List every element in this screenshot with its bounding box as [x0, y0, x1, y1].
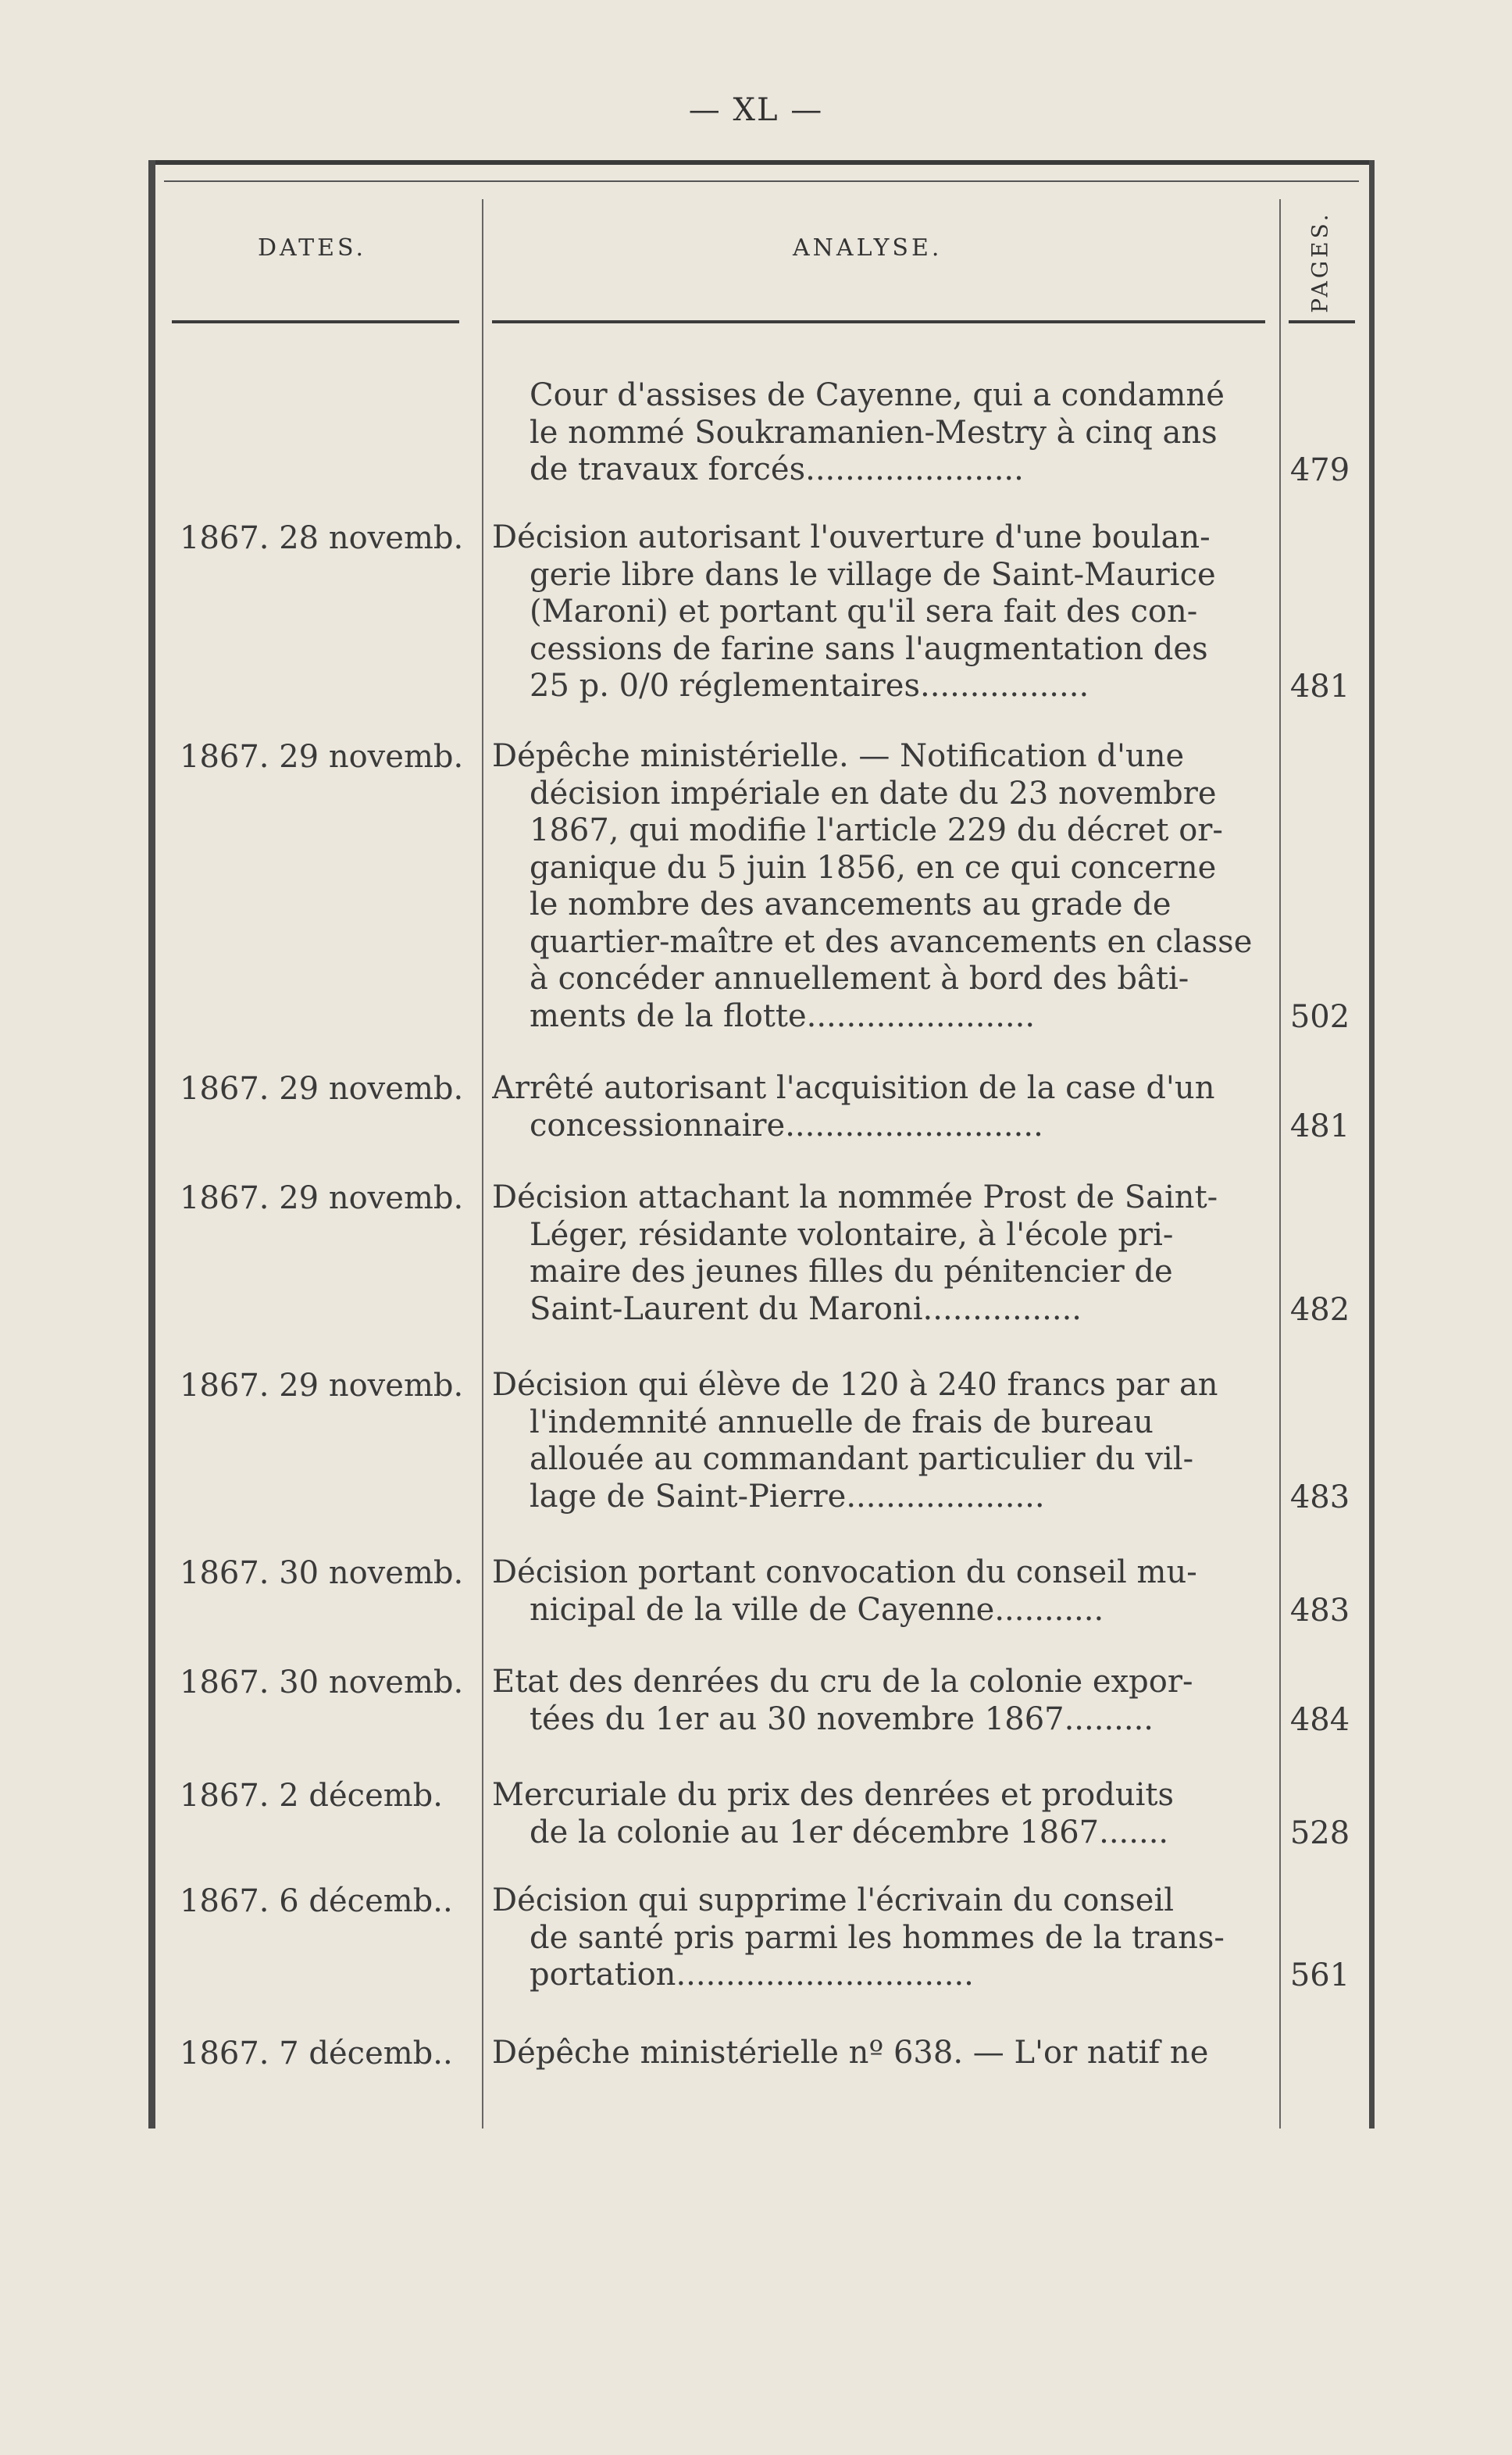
entry-page-number: 481	[1289, 1108, 1350, 1144]
analysis-line: Saint-Laurent du Maroni................	[530, 1290, 1082, 1327]
entry-analysis	[492, 1070, 1273, 1144]
analysis-line: cessions de farine sans l'augmentation des	[530, 630, 1208, 667]
entry-page-number: 481	[1289, 669, 1350, 705]
entry-page-number: 483	[1289, 1479, 1350, 1515]
analysis-line: Mercuriale du prix des denrées et produits	[492, 1777, 1175, 1813]
entry-page-number: 484	[1289, 1701, 1350, 1738]
left-border	[148, 160, 155, 2128]
entry-date: 1867. 28 novemb.	[180, 520, 464, 556]
analysis-line: Dépêche ministérielle nº 638. — L'or natif ne	[492, 2035, 1209, 2071]
analysis-line: concessionnaire..........................	[530, 1107, 1043, 1144]
header-rule-analyse	[492, 320, 1265, 323]
analysis-line: Décision qui supprime l'écrivain du conseil	[492, 1882, 1175, 1918]
analysis-line: allouée au commandant particulier du vil-	[530, 1441, 1194, 1477]
analysis-line: Décision attachant la nommée Prost de Saint-	[492, 1179, 1218, 1215]
analysis-line: gerie libre dans le village de Saint-Maurice	[530, 556, 1216, 593]
entry-analysis	[492, 377, 1273, 489]
entry-date: 1867. 29 novemb.	[180, 1368, 464, 1404]
entry-analysis	[492, 1179, 1273, 1328]
analysis-line: Etat des denrées du cru de la colonie expor-	[492, 1664, 1193, 1700]
analysis-line: quartier-maître et des avancements en classe	[530, 923, 1253, 960]
entry-date: 1867. 29 novemb.	[180, 1071, 464, 1107]
entry-page-number: 482	[1289, 1291, 1350, 1328]
entry-analysis	[492, 2035, 1273, 2072]
analysis-line: le nommé Soukramanien-Mestry à cinq ans	[530, 414, 1218, 451]
analysis-line: 25 p. 0/0 réglementaires.................	[530, 668, 1089, 704]
entry-analysis	[492, 519, 1273, 705]
page-number: — XL —	[688, 92, 824, 128]
dates-header: DATES.	[258, 234, 367, 262]
analysis-line: de travaux forcés......................	[530, 451, 1024, 487]
entry-date: 1867. 6 décemb..	[180, 1883, 453, 1919]
entry-page-number: 561	[1289, 1957, 1350, 1993]
entry-page-number: 528	[1289, 1814, 1350, 1851]
analysis-line: le nombre des avancements au grade de	[530, 887, 1171, 922]
entry-date: 1867. 30 novemb.	[180, 1555, 464, 1591]
top-rule	[148, 160, 1375, 165]
analysis-line: Cour d'assises de Cayenne, qui a condamné	[530, 377, 1225, 413]
entry-analysis	[492, 1367, 1273, 1515]
analysis-line: maire des jeunes filles du pénitencier de	[530, 1254, 1173, 1290]
analysis-line: 1867, qui modifie l'article 229 du décret or-	[530, 812, 1223, 848]
right-border	[1369, 160, 1375, 2128]
entry-date: 1867. 7 décemb..	[180, 2036, 453, 2071]
analysis-line: Décision qui élève de 120 à 240 francs par an	[492, 1367, 1218, 1403]
analysis-line: de la colonie au 1er décembre 1867.......	[530, 1814, 1169, 1850]
entry-analysis	[492, 738, 1273, 1035]
analysis-line: l'indemnité annuelle de frais de bureau	[530, 1404, 1154, 1440]
entry-page-number: 502	[1289, 998, 1350, 1035]
header-rule-pages	[1289, 320, 1355, 323]
entry-date: 1867. 29 novemb.	[180, 739, 464, 775]
analysis-line: Arrêté autorisant l'acquisition de la case d'un	[492, 1070, 1215, 1106]
entry-date: 1867. 29 novemb.	[180, 1180, 464, 1216]
entry-date: 1867. 2 décemb.	[180, 1778, 443, 1814]
analysis-line: Décision autorisant l'ouverture d'une boulan-	[492, 519, 1211, 555]
analysis-line: (Maroni) et portant qu'il sera fait des con-	[530, 594, 1198, 630]
top-rule-thin	[164, 180, 1359, 182]
entry-analysis	[492, 1664, 1273, 1738]
analysis-line: nicipal de la ville de Cayenne...........	[530, 1591, 1104, 1628]
analysis-line: décision impériale en date du 23 novembre	[530, 775, 1217, 812]
header-rule-dates	[172, 320, 459, 323]
pages-header: PAGES.	[1307, 210, 1333, 313]
entry-analysis	[492, 1554, 1273, 1629]
table-frame	[148, 160, 1375, 2128]
analyse-header: ANALYSE.	[793, 234, 943, 262]
column-divider-pages	[1279, 199, 1281, 2128]
analysis-line: Léger, résidante volontaire, à l'école pri-	[530, 1216, 1174, 1253]
analysis-line: tées du 1er au 30 novembre 1867.........	[530, 1700, 1154, 1737]
analysis-line: portation..............................	[530, 1957, 974, 1993]
column-divider-dates	[482, 199, 483, 2128]
analysis-line: Décision portant convocation du conseil mu-	[492, 1554, 1197, 1590]
analysis-line: lage de Saint-Pierre....................	[530, 1478, 1045, 1515]
analysis-line: ganique du 5 juin 1856, en ce qui concerne	[530, 849, 1217, 886]
pages-header-box	[1296, 210, 1343, 313]
analysis-line: Dépêche ministérielle. — Notification d'une	[492, 738, 1185, 774]
analysis-line: ments de la flotte.......................	[530, 997, 1036, 1034]
entry-analysis	[492, 1777, 1273, 1851]
analysis-line: à concéder annuellement à bord des bâti-	[530, 961, 1189, 997]
entry-analysis	[492, 1882, 1273, 1994]
entry-page-number: 483	[1289, 1592, 1350, 1629]
entry-page-number: 479	[1289, 452, 1350, 488]
entry-date: 1867. 30 novemb.	[180, 1665, 464, 1700]
analysis-line: de santé pris parmi les hommes de la trans-	[530, 1919, 1225, 1956]
